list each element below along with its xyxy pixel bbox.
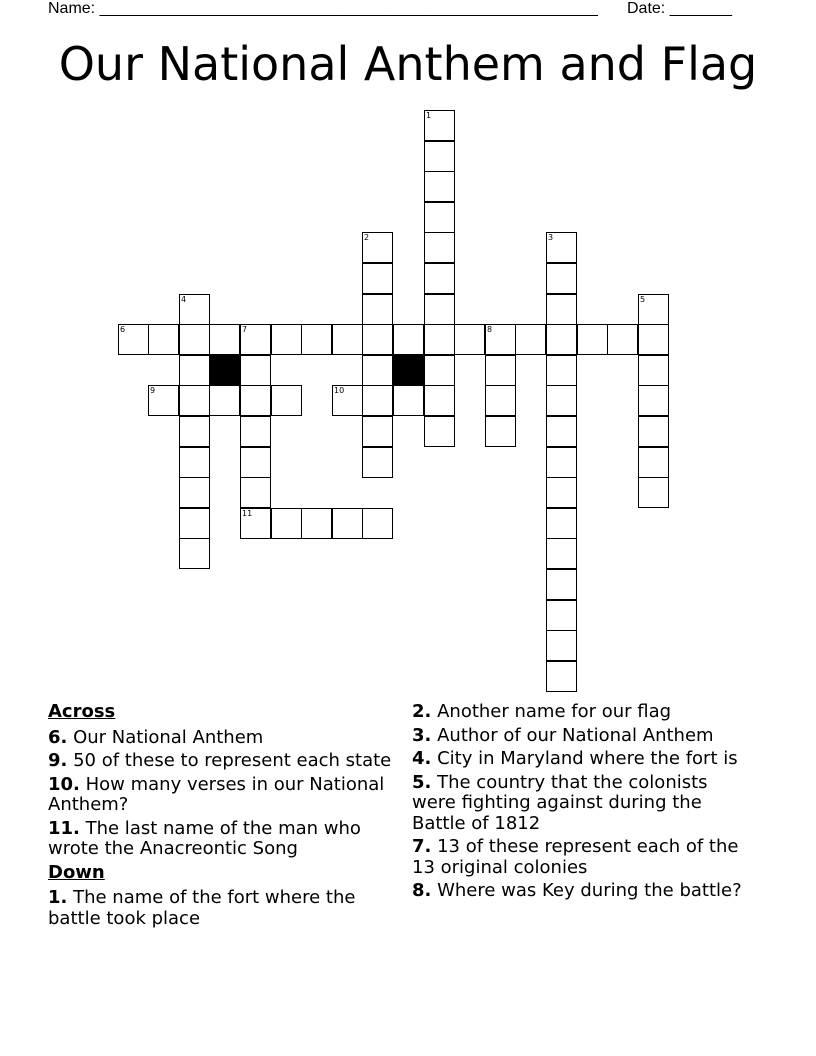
grid-cell[interactable] xyxy=(148,385,179,416)
grid-cell[interactable] xyxy=(424,324,455,355)
grid-cell[interactable] xyxy=(485,385,516,416)
clue-down-7 xyxy=(412,837,752,878)
grid-cell[interactable] xyxy=(638,477,669,508)
date-field-label: Date: _______ xyxy=(627,0,732,17)
grid-cell[interactable] xyxy=(362,263,393,294)
grid-cell[interactable] xyxy=(424,385,455,416)
page-title: Our National Anthem and Flag xyxy=(58,37,758,91)
grid-cell[interactable] xyxy=(546,477,577,508)
grid-cell[interactable] xyxy=(179,416,210,447)
grid-cell[interactable] xyxy=(424,141,455,172)
grid-cell[interactable] xyxy=(546,569,577,600)
clues-right-column xyxy=(412,702,752,905)
clue-number-label: 1 xyxy=(426,111,432,120)
clue-number-label: 10 xyxy=(334,386,345,395)
clue-across-6 xyxy=(48,728,398,749)
clue-across-10 xyxy=(48,775,398,816)
clue-number: 3. xyxy=(412,724,432,746)
grid-cell[interactable] xyxy=(362,232,393,263)
grid-cell[interactable] xyxy=(638,294,669,325)
grid-cell[interactable] xyxy=(301,324,332,355)
grid-cell[interactable] xyxy=(362,324,393,355)
grid-cell[interactable] xyxy=(240,508,271,539)
clue-down-5 xyxy=(412,773,752,835)
grid-cell[interactable] xyxy=(393,385,424,416)
clue-number: 4. xyxy=(412,748,432,769)
grid-cell[interactable] xyxy=(240,477,271,508)
grid-cell[interactable] xyxy=(240,416,271,447)
grid-cell[interactable] xyxy=(179,324,210,355)
grid-cell[interactable] xyxy=(546,416,577,447)
grid-cell[interactable] xyxy=(362,294,393,325)
grid-cell[interactable] xyxy=(546,508,577,539)
grid-cell[interactable] xyxy=(271,385,302,416)
grid-cell[interactable] xyxy=(393,324,424,355)
name-field-label: Name: ________________________________________________________ xyxy=(48,0,598,17)
clue-text: How many verses in our National Anthem? xyxy=(48,773,385,815)
black-square xyxy=(393,355,424,386)
grid-cell[interactable] xyxy=(240,447,271,478)
clue-number: 5. xyxy=(412,771,432,793)
clue-text: 13 of these represent each of the 13 original colonies xyxy=(412,836,739,878)
grid-cell[interactable] xyxy=(515,324,546,355)
grid-cell[interactable] xyxy=(546,355,577,386)
grid-cell[interactable] xyxy=(638,447,669,478)
grid-cell[interactable] xyxy=(179,385,210,416)
clue-number: 7. xyxy=(412,836,432,857)
grid-cell[interactable] xyxy=(577,324,608,355)
grid-cell[interactable] xyxy=(240,324,271,355)
grid-cell[interactable] xyxy=(179,294,210,325)
grid-cell[interactable] xyxy=(546,294,577,325)
grid-cell[interactable] xyxy=(271,324,302,355)
grid-cell[interactable] xyxy=(424,416,455,447)
clue-text: Author of our National Anthem xyxy=(431,724,714,746)
grid-cell[interactable] xyxy=(332,324,363,355)
grid-cell[interactable] xyxy=(362,447,393,478)
clue-number: 9. xyxy=(48,750,68,771)
grid-cell[interactable] xyxy=(240,355,271,386)
clue-down-3 xyxy=(412,726,752,747)
grid-cell[interactable] xyxy=(332,385,363,416)
grid-cell[interactable] xyxy=(424,355,455,386)
grid-cell[interactable] xyxy=(209,385,240,416)
grid-cell[interactable] xyxy=(179,508,210,539)
clue-text: City in Maryland where the fort is xyxy=(431,748,738,769)
grid-cell[interactable] xyxy=(424,232,455,263)
grid-cell[interactable] xyxy=(332,508,363,539)
grid-cell[interactable] xyxy=(271,508,302,539)
clue-text: Another name for our flag xyxy=(431,701,672,722)
clue-number: 11. xyxy=(48,817,80,839)
grid-cell[interactable] xyxy=(546,263,577,294)
clue-number: 2. xyxy=(412,701,432,722)
grid-cell[interactable] xyxy=(179,538,210,569)
clue-number-label: 5 xyxy=(640,295,646,304)
clue-number-label: 7 xyxy=(242,325,248,334)
clue-across-9 xyxy=(48,751,398,772)
clue-down-1 xyxy=(48,888,398,929)
grid-cell[interactable] xyxy=(362,385,393,416)
clue-number-label: 6 xyxy=(120,325,126,334)
grid-cell[interactable] xyxy=(179,447,210,478)
grid-cell[interactable] xyxy=(638,416,669,447)
clue-number: 10. xyxy=(48,773,80,795)
grid-cell[interactable] xyxy=(485,355,516,386)
grid-cell[interactable] xyxy=(638,324,669,355)
across-heading: Across xyxy=(48,701,116,722)
grid-cell[interactable] xyxy=(424,171,455,202)
clue-number-label: 11 xyxy=(242,509,253,518)
grid-cell[interactable] xyxy=(546,538,577,569)
grid-cell[interactable] xyxy=(424,263,455,294)
grid-cell[interactable] xyxy=(546,232,577,263)
clue-number-label: 3 xyxy=(548,233,554,242)
clue-number: 8. xyxy=(412,880,432,901)
clue-down-4 xyxy=(412,749,752,770)
grid-cell[interactable] xyxy=(546,385,577,416)
grid-cell[interactable] xyxy=(301,508,332,539)
down-heading: Down xyxy=(48,861,105,883)
grid-cell[interactable] xyxy=(485,324,516,355)
grid-cell[interactable] xyxy=(209,324,240,355)
clues-left-column xyxy=(48,702,398,932)
clue-number: 1. xyxy=(48,887,68,908)
clue-text: Our National Anthem xyxy=(67,726,264,748)
grid-cell[interactable] xyxy=(424,294,455,325)
grid-cell[interactable] xyxy=(118,324,149,355)
grid-cell[interactable] xyxy=(240,385,271,416)
grid-cell[interactable] xyxy=(546,630,577,661)
grid-cell[interactable] xyxy=(546,600,577,631)
grid-cell[interactable] xyxy=(454,324,485,355)
clue-text: 50 of these to represent each state xyxy=(67,750,392,771)
grid-cell[interactable] xyxy=(607,324,638,355)
grid-cell[interactable] xyxy=(546,661,577,692)
grid-cell[interactable] xyxy=(638,355,669,386)
clue-text: The last name of the man who wrote the Anacreontic Song xyxy=(48,817,361,859)
grid-cell[interactable] xyxy=(424,110,455,141)
clue-number-label: 9 xyxy=(150,386,156,395)
grid-cell[interactable] xyxy=(638,385,669,416)
black-square xyxy=(209,355,240,386)
grid-cell[interactable] xyxy=(546,447,577,478)
grid-cell[interactable] xyxy=(362,416,393,447)
clue-across-11 xyxy=(48,819,398,860)
clue-down-2 xyxy=(412,702,752,723)
grid-cell[interactable] xyxy=(148,324,179,355)
grid-cell[interactable] xyxy=(485,416,516,447)
clue-number-label: 8 xyxy=(487,325,493,334)
clue-text: The country that the colonists were fighting against during the Battle of 1812 xyxy=(412,771,708,834)
clue-text: The name of the fort where the battle took place xyxy=(48,887,356,929)
grid-cell[interactable] xyxy=(179,477,210,508)
clue-number-label: 4 xyxy=(181,295,187,304)
grid-cell[interactable] xyxy=(179,355,210,386)
clue-number-label: 2 xyxy=(364,233,370,242)
clue-down-8 xyxy=(412,881,752,902)
grid-cell[interactable] xyxy=(424,202,455,233)
clue-text: Where was Key during the battle? xyxy=(431,880,742,901)
grid-cell[interactable] xyxy=(362,355,393,386)
grid-cell[interactable] xyxy=(546,324,577,355)
grid-cell[interactable] xyxy=(362,508,393,539)
clue-number: 6. xyxy=(48,726,68,748)
